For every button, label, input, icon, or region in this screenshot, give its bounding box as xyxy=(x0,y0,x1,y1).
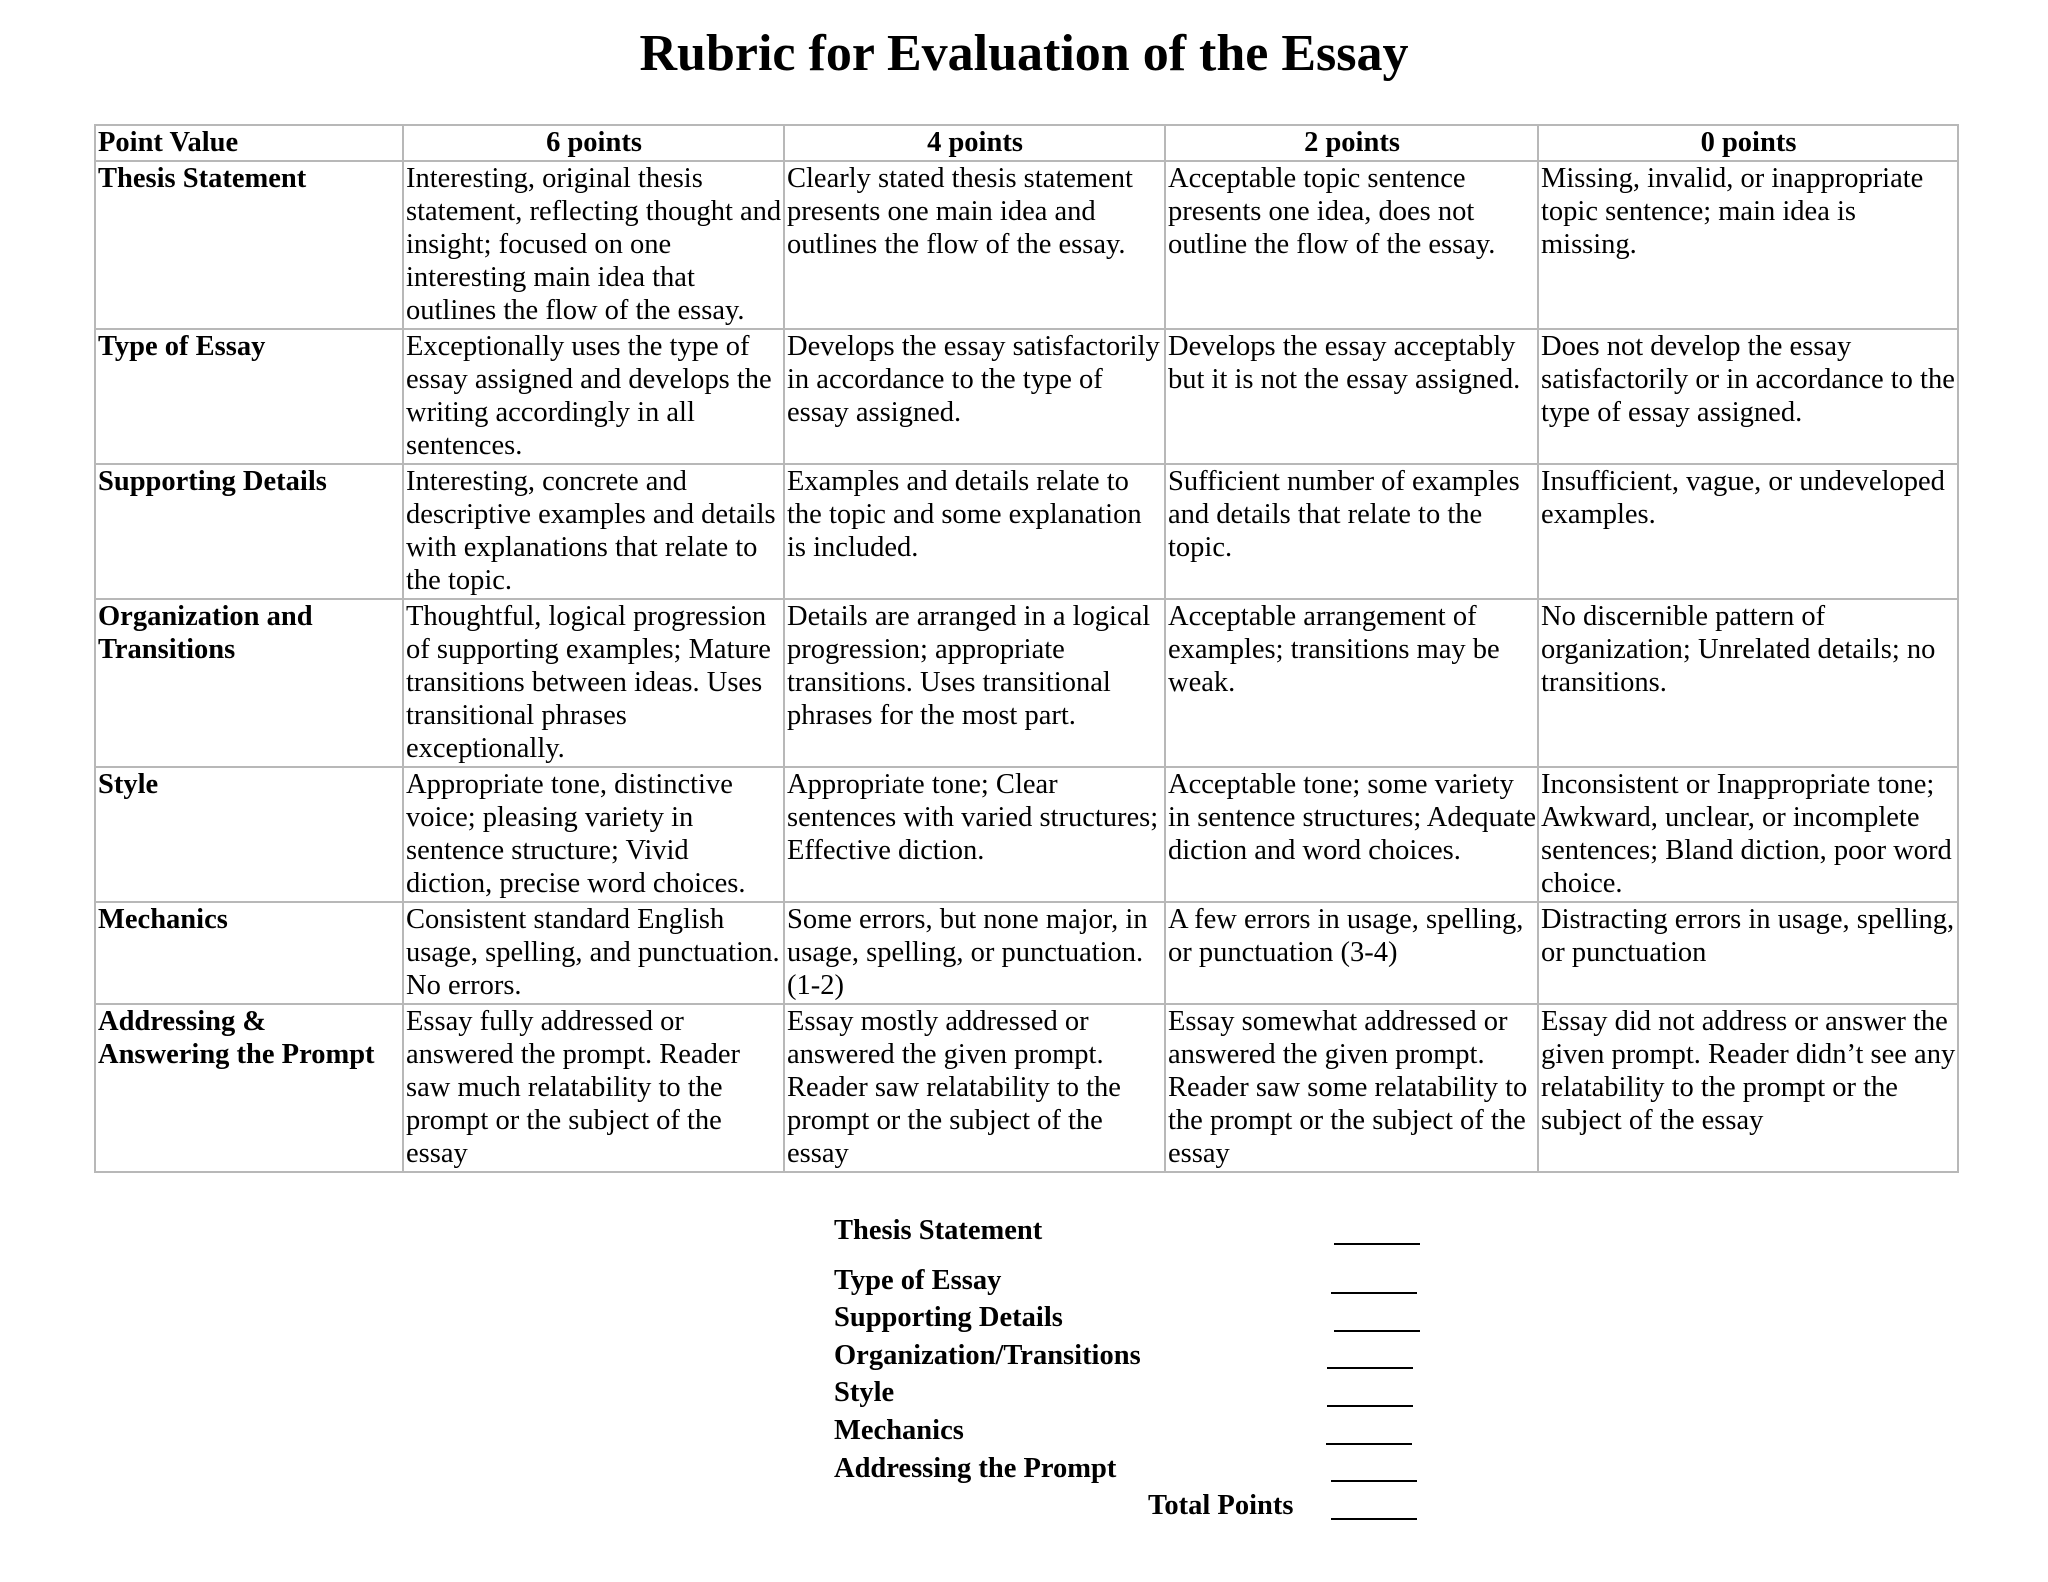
table-row xyxy=(95,1004,1958,1172)
rubric-cell: Essay fully addressed or answered the prompt. Reader saw much relatability to the prompt or the subject of the essay xyxy=(403,1004,784,1172)
score-label-prompt: Addressing the Prompt xyxy=(834,1453,1117,1484)
table-header-row xyxy=(95,125,1958,161)
score-label-organization: Organization/Transitions xyxy=(834,1340,1141,1371)
rubric-cell: Does not develop the essay satisfactorily or in accordance to the type of essay assigned. xyxy=(1538,329,1958,464)
rubric-cell: Appropriate tone, distinctive voice; pleasing variety in sentence structure; Vivid diction, precise word choices. xyxy=(403,767,784,902)
rubric-cell: Distracting errors in usage, spelling, or punctuation xyxy=(1538,902,1958,1004)
score-label-type: Type of Essay xyxy=(834,1265,1002,1296)
rubric-cell: Insufficient, vague, or undeveloped examples. xyxy=(1538,464,1958,599)
score-blank-mechanics[interactable] xyxy=(1326,1443,1412,1445)
rubric-cell: Exceptionally uses the type of essay assigned and develops the writing accordingly in all sentences. xyxy=(403,329,784,464)
criterion-label: Mechanics xyxy=(95,902,403,1004)
score-blank-supporting[interactable] xyxy=(1334,1330,1420,1332)
criterion-label: Type of Essay xyxy=(95,329,403,464)
rubric-cell: No discernible pattern of organization; Unrelated details; no transitions. xyxy=(1538,599,1958,767)
header-0-points: 0 points xyxy=(1538,125,1958,161)
criterion-label: Supporting Details xyxy=(95,464,403,599)
rubric-cell: Thoughtful, logical progression of supporting examples; Mature transitions between ideas. Uses transitional phrases exceptionally. xyxy=(403,599,784,767)
rubric-cell: Clearly stated thesis statement presents one main idea and outlines the flow of the essay. xyxy=(784,161,1165,329)
score-blank-thesis[interactable] xyxy=(1334,1243,1420,1245)
rubric-cell: Inconsistent or Inappropriate tone; Awkward, unclear, or incomplete sentences; Bland diction, poor word choice. xyxy=(1538,767,1958,902)
rubric-cell: Essay somewhat addressed or answered the given prompt. Reader saw some relatability to the prompt or the subject of the essay xyxy=(1165,1004,1538,1172)
criterion-label: Thesis Statement xyxy=(95,161,403,329)
header-6-points: 6 points xyxy=(403,125,784,161)
score-blank-prompt[interactable] xyxy=(1331,1480,1417,1482)
rubric-cell: Develops the essay satisfactorily in accordance to the type of essay assigned. xyxy=(784,329,1165,464)
score-blank-type[interactable] xyxy=(1331,1292,1417,1294)
header-4-points: 4 points xyxy=(784,125,1165,161)
criterion-label: Organization and Transitions xyxy=(95,599,403,767)
score-blank-organization[interactable] xyxy=(1327,1367,1413,1369)
rubric-cell: Interesting, concrete and descriptive examples and details with explanations that relate to the topic. xyxy=(403,464,784,599)
criterion-label: Style xyxy=(95,767,403,902)
score-label-style: Style xyxy=(834,1377,895,1408)
rubric-cell: Essay did not address or answer the given prompt. Reader didn’t see any relatability to the prompt or the subject of the essay xyxy=(1538,1004,1958,1172)
header-point-value: Point Value xyxy=(95,125,403,161)
score-label-mechanics: Mechanics xyxy=(834,1415,964,1446)
rubric-cell: Consistent standard English usage, spelling, and punctuation. No errors. xyxy=(403,902,784,1004)
total-points-blank[interactable] xyxy=(1331,1518,1417,1520)
total-points-label: Total Points xyxy=(1148,1490,1294,1521)
rubric-cell: Essay mostly addressed or answered the given prompt. Reader saw relatability to the prompt or the subject of the essay xyxy=(784,1004,1165,1172)
document-title: Rubric for Evaluation of the Essay xyxy=(639,25,1409,82)
rubric-cell: Missing, invalid, or inappropriate topic sentence; main idea is missing. xyxy=(1538,161,1958,329)
score-label-thesis: Thesis Statement xyxy=(834,1215,1043,1246)
table-row xyxy=(95,599,1958,767)
table-row xyxy=(95,464,1958,599)
rubric-cell: Details are arranged in a logical progression; appropriate transitions. Uses transitional phrases for the most part. xyxy=(784,599,1165,767)
rubric-cell: Acceptable tone; some variety in sentence structures; Adequate diction and word choices. xyxy=(1165,767,1538,902)
rubric-cell: A few errors in usage, spelling, or punctuation (3-4) xyxy=(1165,902,1538,1004)
table-row xyxy=(95,902,1958,1004)
rubric-cell: Examples and details relate to the topic and some explanation is included. xyxy=(784,464,1165,599)
rubric-cell: Some errors, but none major, in usage, spelling, or punctuation. (1-2) xyxy=(784,902,1165,1004)
rubric-table xyxy=(94,124,1959,1173)
rubric-cell: Interesting, original thesis statement, reflecting thought and insight; focused on one interesting main idea that outlines the flow of the essay. xyxy=(403,161,784,329)
criterion-label: Addressing & Answering the Prompt xyxy=(95,1004,403,1172)
table-row xyxy=(95,161,1958,329)
table-row xyxy=(95,329,1958,464)
score-label-supporting: Supporting Details xyxy=(834,1302,1063,1333)
score-blank-style[interactable] xyxy=(1327,1405,1413,1407)
rubric-cell: Acceptable topic sentence presents one idea, does not outline the flow of the essay. xyxy=(1165,161,1538,329)
rubric-cell: Acceptable arrangement of examples; transitions may be weak. xyxy=(1165,599,1538,767)
header-2-points: 2 points xyxy=(1165,125,1538,161)
rubric-cell: Develops the essay acceptably but it is not the essay assigned. xyxy=(1165,329,1538,464)
table-row xyxy=(95,767,1958,902)
rubric-cell: Sufficient number of examples and details that relate to the topic. xyxy=(1165,464,1538,599)
rubric-cell: Appropriate tone; Clear sentences with varied structures; Effective diction. xyxy=(784,767,1165,902)
